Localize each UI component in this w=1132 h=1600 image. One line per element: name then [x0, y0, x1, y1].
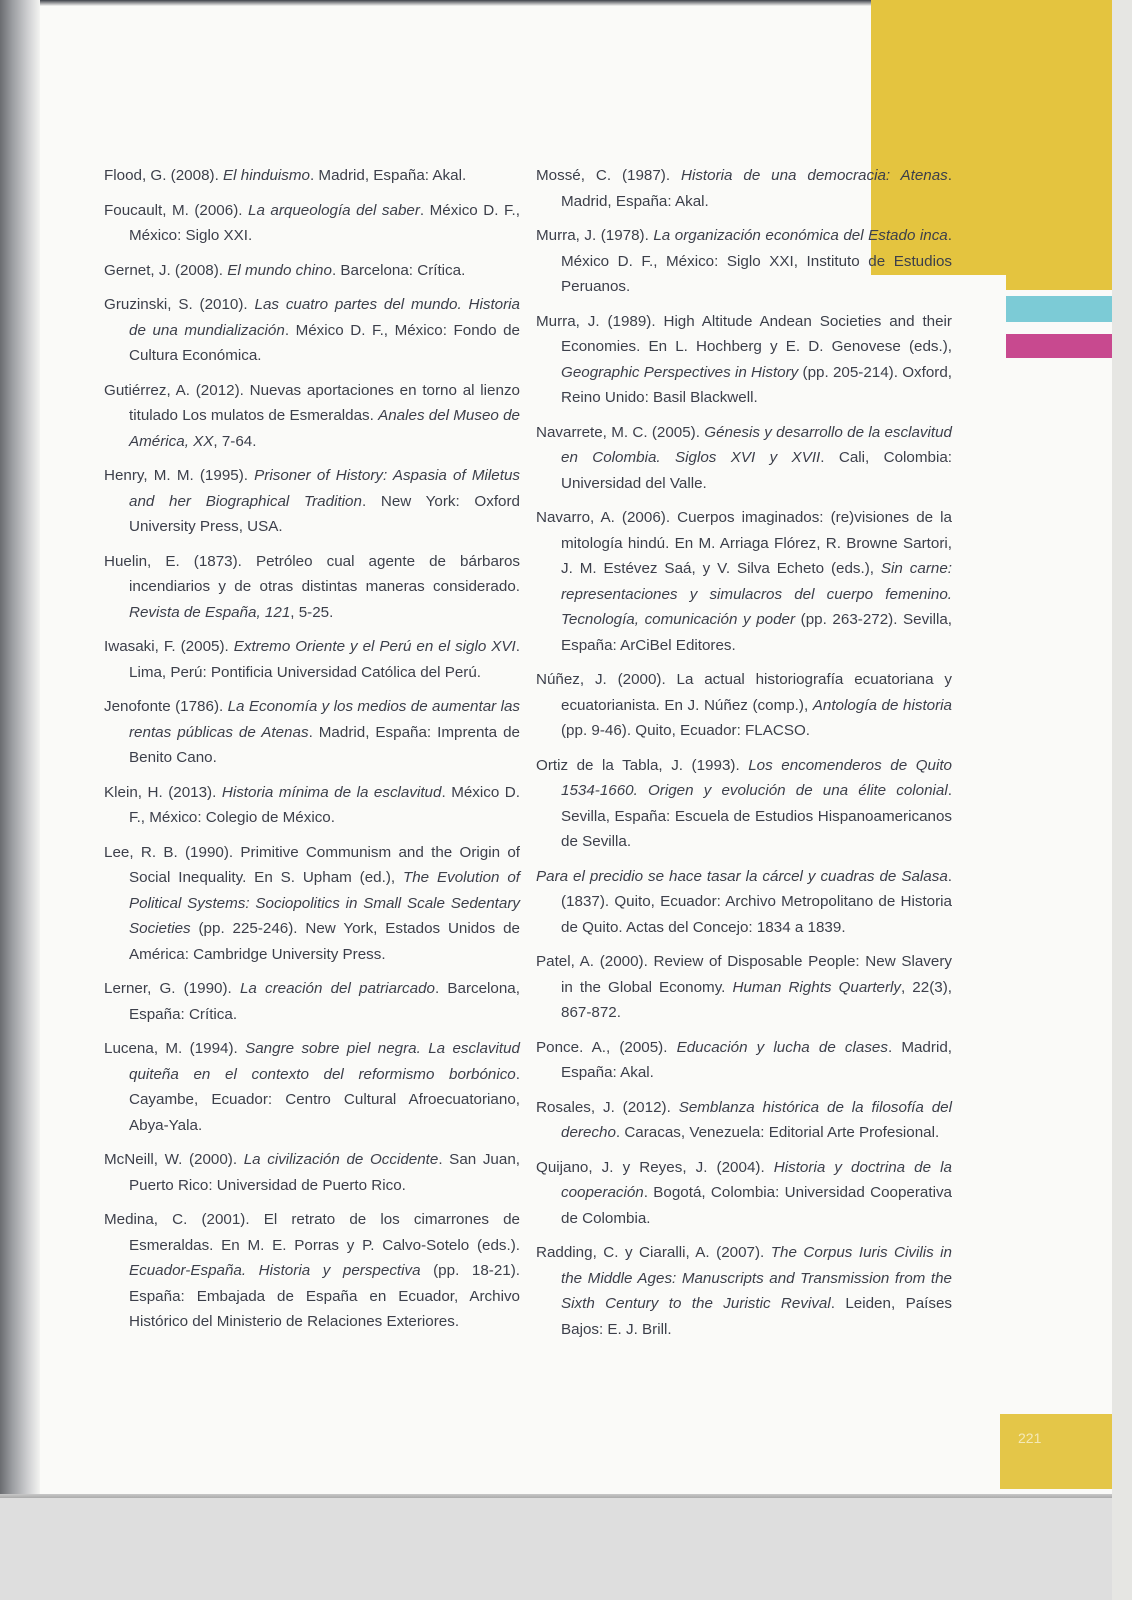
entry-title: La civilización de Occidente — [243, 1151, 439, 1168]
entry-text: Gruzinski, S. (2010). — [104, 296, 255, 313]
bibliography-entry — [104, 780, 520, 831]
entry-title: Prisoner of History: Aspasia of Miletus and her Biographical Tradition — [129, 467, 520, 510]
entry-title: Human Rights Quarterly — [732, 978, 902, 996]
bibliography-entry — [104, 634, 520, 685]
entry-text: . Madrid, España: Imprenta de Benito Cano. — [129, 723, 520, 766]
page-number-tab — [1000, 1414, 1112, 1489]
entry-text: Ponce. A., (2005). — [536, 1038, 677, 1056]
entry-text: . Barcelona, España: Crítica. — [129, 980, 520, 1023]
entry-text: Rosales, J. (2012). — [536, 1098, 679, 1116]
entry-text: . Madrid, España: Akal. — [309, 167, 467, 184]
bibliography-entry — [104, 163, 520, 189]
entry-text: Lee, R. B. (1990). Primitive Communism and the Origin of Social Inequality. En S. Upham (ed.), — [104, 843, 520, 886]
bibliography-entry — [536, 420, 952, 497]
magenta-decorative-bar — [1006, 334, 1112, 358]
entry-text: . Madrid, España: Akal. — [561, 167, 952, 210]
entry-text: McNeill, W. (2000). — [104, 1151, 244, 1168]
entry-title: Geographic Perspectives in History — [561, 363, 799, 381]
bibliography-entry — [536, 309, 952, 411]
entry-title: La organización económica del Estado inca — [653, 227, 948, 244]
entry-text: . Caracas, Venezuela: Editorial Arte Profesional. — [615, 1124, 940, 1141]
entry-text: . Madrid, España: Akal. — [561, 1038, 952, 1081]
entry-text: Navarro, A. (2006). Cuerpos imaginados: (re)visiones de la mitología hindú. En M. Arriaga Flórez, R. Browne Sartori, J. M. Estévez Saá, y V. Silva Echeto (eds.), — [536, 509, 952, 577]
entry-title: Extremo Oriente y el Perú en el siglo XVI — [233, 638, 516, 655]
yellow-decorative-band-edge — [1006, 0, 1112, 290]
entry-text: . (1837). Quito, Ecuador: Archivo Metropolitano de Historia de Quito. Actas del Concejo: 1834 a 1839. — [561, 867, 952, 936]
entry-text: Gutiérrez, A. (2012). Nuevas aportaciones en torno al lienzo titulado Los mulatos de Esmeraldas. — [104, 381, 520, 424]
entry-text: . México D. F., México: Colegio de México. — [129, 783, 520, 826]
entry-text: Quijano, J. y Reyes, J. (2004). — [536, 1158, 774, 1176]
entry-title: Historia y doctrina de la cooperación — [561, 1158, 952, 1201]
entry-text: (pp. 9-46). Quito, Ecuador: FLACSO. — [561, 722, 811, 739]
entry-text: . México D. F., México: Siglo XXI, Instituto de Estudios Peruanos. — [561, 227, 952, 295]
entry-title: The Evolution of Political Systems: Sociopolitics in Small Scale Sedentary Societies — [129, 869, 520, 937]
bibliography-entry — [536, 223, 952, 300]
entry-text: , 5-25. — [290, 603, 334, 621]
bibliography-entry — [104, 378, 520, 455]
entry-text: Murra, J. (1989). High Altitude Andean Societies and their Economies. En L. Hochberg y E. D. Genovese (eds.), — [536, 312, 952, 355]
entry-text: Lucena, M. (1994). — [104, 1040, 246, 1057]
entry-text: . Cali, Colombia: Universidad del Valle. — [561, 449, 952, 492]
entry-title: El mundo chino — [227, 261, 332, 279]
spine-shadow — [0, 0, 40, 1498]
bibliography-entry — [104, 976, 520, 1027]
entry-title: Educación y lucha de clases — [676, 1038, 888, 1056]
entry-title: Los encomenderos de Quito 1534-1660. Origen y evolución de una élite colonial — [561, 756, 952, 799]
bibliography-entry — [536, 1155, 952, 1232]
entry-text: Lerner, G. (1990). — [104, 980, 240, 997]
scan-right-margin — [1112, 0, 1132, 1600]
entry-text: . Cayambe, Ecuador: Centro Cultural Afroecuatoriano, Abya-Yala. — [129, 1065, 520, 1134]
entry-text: Patel, A. (2000). Review of Disposable People: New Slavery in the Global Economy. — [536, 953, 952, 996]
entry-text: Mossé, C. (1987). — [536, 167, 681, 184]
bibliography-entry — [536, 1240, 952, 1342]
bibliography-entry — [104, 1147, 520, 1198]
entry-text: . New York: Oxford University Press, USA. — [129, 492, 520, 535]
entry-text: . México D. F., México: Siglo XXI. — [129, 201, 520, 244]
bibliography-left-column — [104, 163, 520, 1344]
bibliography-entry — [104, 694, 520, 771]
entry-text: (pp. 205-214). Oxford, Reino Unido: Basil Blackwell. — [561, 363, 952, 406]
entry-text: Huelin, E. (1873). Petróleo cual agente de bárbaros incendiarios y de otras distintas maneras considerado. — [104, 552, 520, 595]
entry-title: Para el precidio se hace tasar la cárcel y cuadras de Salasa — [536, 867, 948, 885]
bibliography-entry — [536, 753, 952, 855]
cyan-decorative-bar — [1006, 296, 1112, 322]
bibliography-entry — [104, 549, 520, 626]
entry-text: , 7-64. — [213, 432, 257, 450]
entry-text: . Bogotá, Colombia: Universidad Cooperativa de Colombia. — [561, 1184, 952, 1227]
bibliography-entry — [536, 864, 952, 941]
bibliography-entry — [104, 292, 520, 369]
entry-text: Núñez, J. (2000). La actual historiografía ecuatoriana y ecuatorianista. En J. Núñez (comp.), — [536, 671, 952, 714]
bibliography-entry — [536, 667, 952, 744]
bibliography-entry — [104, 463, 520, 540]
entry-text: (pp. 263-272). Sevilla, España: ArCiBel Editores. — [561, 611, 952, 654]
entry-title: Las cuatro partes del mundo. Historia de una mundialización — [129, 296, 520, 339]
entry-text: Murra, J. (1978). — [536, 227, 654, 244]
entry-text: Henry, M. M. (1995). — [104, 467, 255, 484]
entry-text: , 22(3), 867-872. — [561, 978, 952, 1021]
bibliography-entry — [536, 1035, 952, 1086]
entry-text: (pp. 18-21). España: Embajada de España en Ecuador, Archivo Histórico del Ministerio de Relaciones Exteriores. — [129, 1262, 520, 1330]
entry-text: . San Juan, Puerto Rico: Universidad de Puerto Rico. — [129, 1151, 520, 1194]
bibliography-entry — [104, 258, 520, 284]
bibliography-entry — [536, 505, 952, 658]
entry-title: La arqueología del saber — [248, 201, 420, 219]
entry-title: Sin carne: representaciones y simulacros del cuerpo femenino. Tecnología, comunicación y poder — [561, 560, 952, 628]
entry-title: Ecuador-España. Historia y perspectiva — [129, 1262, 421, 1279]
entry-text: . Leiden, Países Bajos: E. J. Brill. — [561, 1295, 952, 1338]
entry-text: Medina, C. (2001). El retrato de los cimarrones de Esmeraldas. En M. E. Porras y P. Calvo-Sotelo (eds.). — [104, 1211, 520, 1254]
entry-title: El hinduismo — [223, 167, 310, 184]
entry-title: Historia mínima de la esclavitud — [221, 783, 442, 801]
entry-text: Gernet, J. (2008). — [104, 261, 228, 279]
bibliography-entry — [536, 163, 952, 214]
entry-title: La Economía y los medios de aumentar las rentas públicas de Atenas — [129, 698, 520, 741]
entry-title: Sangre sobre piel negra. La esclavitud quiteña en el contexto del reformismo borbónico — [129, 1040, 520, 1083]
bibliography-entry — [104, 198, 520, 249]
bibliography-entry — [536, 949, 952, 1026]
entry-title: Antología de historia — [812, 696, 952, 714]
bibliography-entry — [104, 840, 520, 968]
entry-text: (pp. 225-246). New York, Estados Unidos de América: Cambridge University Press. — [129, 920, 520, 963]
entry-title: Génesis y desarrollo de la esclavitud en Colombia. Siglos XVI y XVII — [561, 423, 952, 466]
bibliography-right-column — [536, 163, 952, 1351]
entry-title: Revista de España, 121 — [129, 603, 291, 621]
entry-text: Jenofonte (1786). — [104, 698, 228, 715]
entry-text: . Lima, Perú: Pontificia Universidad Católica del Perú. — [129, 638, 520, 681]
entry-title: La creación del patriarcado — [239, 980, 435, 997]
entry-title: The Corpus Iuris Civilis in the Middle Ages: Manuscripts and Transmission from the Sixth Century to the Juristic Revival — [561, 1244, 952, 1312]
entry-text: . Sevilla, España: Escuela de Estudios Hispanoamericanos de Sevilla. — [561, 782, 952, 850]
entry-title: Semblanza histórica de la filosofía del derecho — [561, 1098, 952, 1141]
entry-text: . Barcelona: Crítica. — [331, 261, 466, 279]
scan-background — [0, 1498, 1132, 1600]
bibliography-entry — [104, 1207, 520, 1335]
bibliography-entry — [536, 1095, 952, 1146]
entry-text: Klein, H. (2013). — [104, 783, 222, 801]
entry-text: Ortiz de la Tabla, J. (1993). — [536, 756, 749, 774]
entry-text: . México D. F., México: Fondo de Cultura Económica. — [129, 321, 520, 364]
entry-text: Flood, G. (2008). — [104, 167, 224, 184]
entry-title: Anales del Museo de América, XX — [129, 407, 520, 450]
page-number: 221 — [1018, 1430, 1042, 1446]
entry-title: Historia de una democracia: Atenas — [680, 167, 948, 184]
entry-text: Foucault, M. (2006). — [104, 201, 248, 219]
bibliography-entry — [104, 1036, 520, 1138]
entry-text: Radding, C. y Ciaralli, A. (2007). — [536, 1244, 771, 1261]
entry-text: Navarrete, M. C. (2005). — [536, 423, 705, 441]
entry-text: Iwasaki, F. (2005). — [104, 638, 234, 655]
